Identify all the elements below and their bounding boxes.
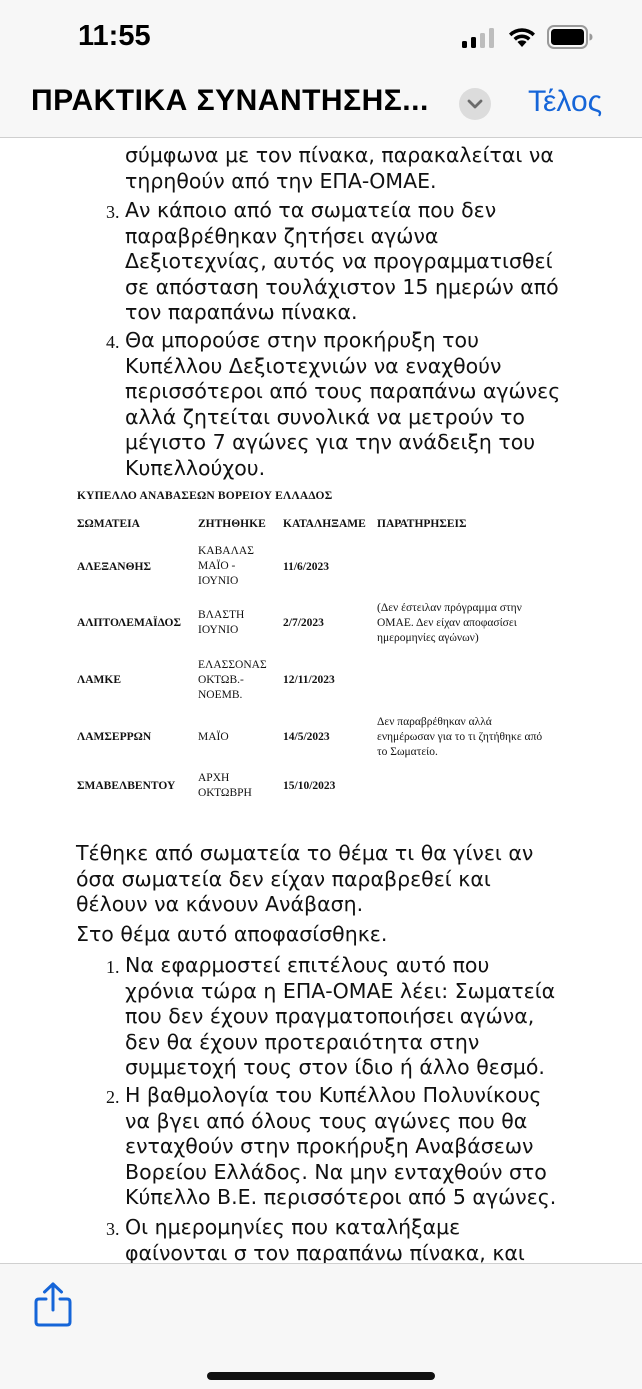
text-line: ενταχθούν στην προκήρυξη Αναβάσεων [125,1134,534,1158]
cell-line: ΚΑΒΑΛΑΣ [198,545,254,557]
text-line: παραβρέθηκαν ζητήσει αγώνα [125,223,439,248]
table-cell-club: ΑΛΠΤΟΛΕΜΑΪΔΟΣ [77,617,182,629]
status-time: 11:55 [78,20,151,52]
cell-line: ΝΟΕΜΒ. [198,689,243,701]
list-number: 2. [106,1087,120,1107]
text-line: τηρηθούν από την ΕΠΑ-ΟΜΑΕ. [125,168,437,193]
text-line: περισσότεροι από τους παραπάνω αγώνες [125,379,561,403]
text-line: Κύπελλο Β.Ε. περισσότεροι από 5 αγώνες. [125,1185,557,1209]
cell-line: το Σωματείο. [377,746,438,758]
navigation-bar [0,76,642,138]
text-line: Να εφαρμοστεί επιτέλους αυτό που [125,953,490,977]
cell-line: (Δεν έστειλαν πρόγραμμα στην [377,602,522,614]
document-title[interactable]: ΠΡΑΚΤΙΚΑ ΣΥΝΑΝΤΗΣΗΣ... [31,84,429,117]
cell-line: ΕΛΑΣΣΟΝΑΣ [198,659,267,671]
cell-line: ΟΚΤΩΒΡΗ [198,787,252,799]
text-line: σε απόσταση τουλάχιστον 15 ημερών από [125,274,559,299]
battery-icon [547,25,593,49]
cell-line: ΙΟΥΝΙΟ [198,624,239,636]
table-cell-notes [377,601,522,646]
text-line: χρόνια τώρα η ΕΠΑ-ΟΜΑΕ λέει: Σωματεία [125,978,556,1003]
text-line: που δεν έχουν πραγματοποιήσει αγώνα, [125,1004,535,1028]
text-line: Η βαθμολογία του Κυπέλλου Πολυνίκους [125,1083,542,1107]
cell-line: ΜΑΪΟ - [198,560,236,572]
table-cell-club: ΣΜΑΒΕΛΒΕΝΤΟΥ [77,780,176,792]
list-item [125,1083,605,1211]
cell-line: ΟΚΤΩΒ.- [198,674,244,686]
table-header: ΖΗΤΗΘΗΚΕ [198,518,266,530]
chevron-down-icon [467,98,483,110]
table-cell-requested [198,544,254,589]
list-item [125,1215,605,1263]
table-cell-requested [198,771,252,801]
table-cell-agreed: 11/6/2023 [283,561,330,573]
list-number: 4. [106,332,120,352]
wifi-icon [507,25,537,49]
table-cell-requested [198,608,244,638]
cell-line: ενημέρωσαν για το τι ζητήθηκε από [377,731,543,743]
list-number: 3. [106,202,120,222]
cell-line: Δεν παραβρέθηκαν αλλά [377,716,492,728]
table-title: ΚΥΠΕΛΛΟ ΑΝΑΒΑΣΕΩΝ ΒΟΡΕΙΟΥ ΕΛΛΑΔΟΣ [77,490,333,502]
paragraph [76,841,576,918]
table-cell-club: ΛΑΜΣΕΡΡΩΝ [77,731,152,743]
table-cell-notes [377,715,542,760]
table-cell-club: ΛΑΜΚΕ [77,674,122,686]
table-cell-agreed: 15/10/2023 [283,780,336,792]
paragraph: Στο θέμα αυτό αποφασίσθηκε. [76,922,388,946]
text-line: Θα μπορούσε στην προκήρυξη του [125,328,479,352]
cell-line: ημερομηνίες αγώνων) [377,632,479,644]
list-item [125,328,575,481]
text-line: όσα σωματεία δεν είχαν παραβρεθεί και [76,866,491,891]
table-cell-agreed: 14/5/2023 [283,731,330,743]
text-line: σύμφωνα με τον πίνακα, παρακαλείται να [125,143,554,167]
list-item-continuation [125,143,575,194]
text-line: Κυπέλλου Δεξιοτεχνιών να εναχθούν [125,353,502,378]
cell-line: ΙΟΥΝΙΟ [198,575,239,587]
cellular-signal-icon [462,28,496,48]
text-line: Αν κάποιο από τα σωματεία που δεν [125,198,497,222]
status-bar [0,0,642,76]
cell-line: ΒΛΑΣΤΗ [198,609,245,621]
done-button[interactable]: Τέλος [528,85,603,118]
text-line: δεν θα έχουν προτεραιότητα στην [125,1029,480,1054]
table-header: ΚΑΤΑΛΗΞΑΜΕ [283,518,366,530]
share-icon[interactable] [34,1282,72,1328]
bottom-toolbar [0,1263,642,1389]
document-viewer[interactable] [0,139,642,1263]
table-header: ΣΩΜΑΤΕΙΑ [77,518,140,530]
text-line: Τέθηκε από σωματεία το θέμα τι θα γίνει αν [76,841,534,865]
title-menu-button[interactable] [459,88,491,120]
list-item [125,198,575,326]
text-line: Οι ημερομηνίες που καταλήξαμε [125,1215,461,1239]
text-line: μέγιστο 7 αγώνες για την ανάδειξη του [125,430,536,454]
list-item [125,953,605,1081]
text-line: Κυπελλούχου. [125,455,266,480]
table-header: ΠΑΡΑΤΗΡΗΣΕΙΣ [377,518,467,530]
table-cell-agreed: 12/11/2023 [283,674,335,686]
cell-line: ΟΜΑΕ. Δεν είχαν αποφασίσει [377,617,517,629]
text-line: Βορείου Ελλάδος. Να μην ενταχθούν στο [125,1159,547,1184]
text-line: Δεξιοτεχνίας, αυτός να προγραμματισθεί [125,249,553,273]
table-cell-club: ΑΛΕΞΑΝΘΗΣ [77,561,152,573]
text-line: φαίνονται σ τον παραπάνω πίνακα, και [125,1240,525,1263]
home-indicator[interactable] [207,1372,435,1380]
text-line: θέλουν να κάνουν Ανάβαση. [76,892,364,916]
list-number: 3. [106,1219,120,1239]
list-number: 1. [106,957,120,977]
cell-line: ΜΑΪΟ [198,731,229,743]
table-cell-requested [198,730,229,745]
text-line: τον παραπάνω πίνακα. [125,300,358,324]
text-line: αλλά ζητείται συνολικά να μετρούν το [125,404,525,429]
text-line: συμμετοχή τους στον ίδιο ή άλλο θεσμό. [125,1055,545,1079]
text-line: να βγει από όλους τους αγώνες που θα [125,1108,528,1133]
cell-line: ΑΡΧΗ [198,772,230,784]
table-cell-agreed: 2/7/2023 [283,617,324,629]
table-cell-requested [198,658,267,703]
